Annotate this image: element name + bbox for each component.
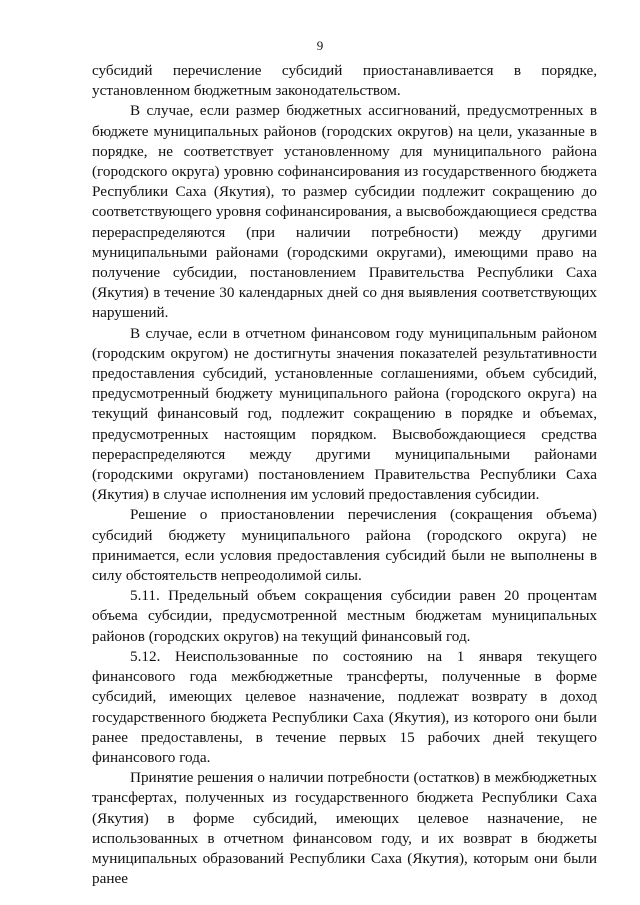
paragraph-clause-5-12: 5.12. Неиспользованные по состоянию на 1 января текущего финансового года межбюджетные трансферты, полученные в форме субсидий, имеющих целевое назначение, подлежат возврату в доход государственного бюджета Республики Саха (Якутия), из которого они были ранее предоставлены, в течение первых 15 рабочих дней текущего финансового года. bbox=[92, 647, 597, 766]
paragraph-performance-indicators: В случае, если в отчетном финансовом году муниципальным районом (городским округом) не достигнуты значения показателей результативности предоставления субсидий, установленные соглашениями, объем субсидий, предусмотренный бюджету муниципального района (городского округа) на текущий финансовый год, подлежит сокращению в порядке и объемах, предусмотренных настоящим порядком. Высвобождающиеся средства перераспределяются между другими муниципальными районами (городскими округами) постановлением Правительства Республики Саха (Якутия) в случае исполнения им условий предоставления субсидии. bbox=[92, 324, 597, 504]
paragraph-continuation: субсидий перечисление субсидий приостанавливается в порядке, установленном бюджетным законодательством. bbox=[92, 62, 597, 100]
document-body bbox=[92, 61, 597, 889]
page-number: 9 bbox=[316, 38, 324, 53]
paragraph-unused-transfers: Принятие решения о наличии потребности (остатков) в межбюджетных трансфертах, полученных из государственного бюджета Республики Саха (Якутия) в форме субсидий, имеющих целевое назначение, не использованных в отчетном финансовом году, и их возврат в бюджеты муниципальных образований Республики Саха (Якутия), которым они были ранее bbox=[92, 769, 597, 888]
paragraph-clause-5-11: 5.11. Предельный объем сокращения субсидии равен 20 процентам объема субсидии, предусмотренной местным бюджетам муниципальных районов (городских округов) на текущий финансовый год. bbox=[92, 587, 597, 645]
paragraph-force-majeure: Решение о приостановлении перечисления (сокращения объема) субсидий бюджету муниципального района (городского округа) не принимается, если условия предоставления субсидий были не выполнены в силу обстоятельств непреодолимой силы. bbox=[92, 506, 597, 585]
paragraph-budget-allocation: В случае, если размер бюджетных ассигнований, предусмотренных в бюджете муниципальных районов (городских округов) на цели, указанные в порядке, не соответствует установленному для муниципального района (городского округа) уровню софинансирования из государственного бюджета Республики Саха (Якутия), то размер субсидии подлежит сокращению до соответствующего уровня софинансирования, а высвобождающиеся средства перераспределяются (при наличии потребности) между другими муниципальными районами (городскими округами), имеющими право на получение субсидии, постановлением Правительства Республики Саха (Якутия) в течение 30 календарных дней со дня выявления соответствующих нарушений. bbox=[92, 102, 597, 322]
